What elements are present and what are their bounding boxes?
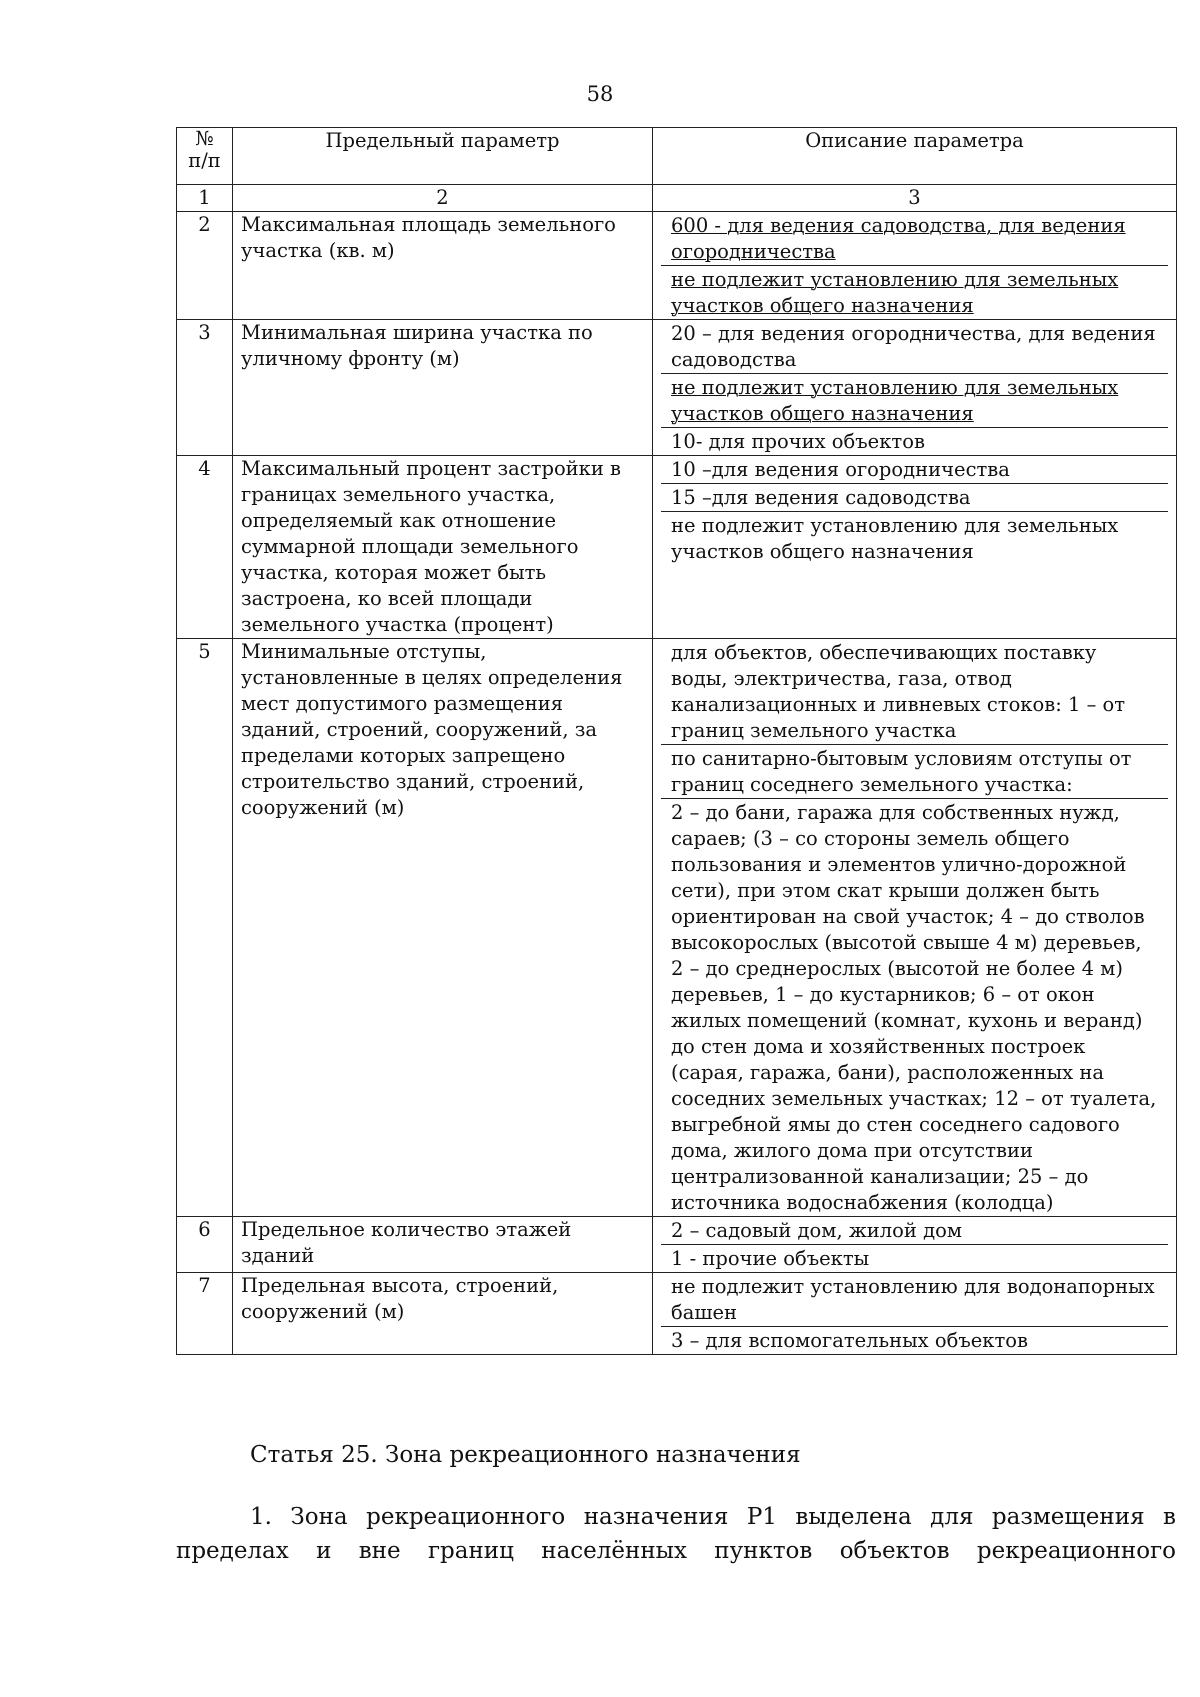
header-parameter: Предельный параметр [233, 128, 653, 185]
parameters-table [176, 127, 1177, 1355]
index-col-1: 1 [177, 185, 233, 212]
header-number: № п/п [177, 128, 233, 185]
description-segment: не подлежит установлению для земельных участков общего назначения [671, 514, 1119, 563]
description-segment: 20 – для ведения огородничества, для ведения садоводства [661, 320, 1168, 374]
description-segment: 15 –для ведения садоводства [661, 484, 1168, 512]
table-index-row [177, 185, 1177, 212]
table-row [177, 212, 1177, 320]
row-parameter: Максимальный процент застройки в границах земельного участка, определяемый как отношение суммарной площади земельного участка, которая может быть застроена, ко всей площади земельного участка (процент) [233, 456, 653, 639]
description-segment: 600 - для ведения садоводства, для ведения огородничества [661, 212, 1168, 266]
body-paragraph [176, 1500, 1176, 1568]
table-row [177, 639, 1177, 1217]
description-segment: не подлежит установлению для водонапорных башен [661, 1273, 1168, 1327]
row-parameter: Предельное количество этажей зданий [233, 1217, 653, 1273]
description-segment: 1 - прочие объекты [671, 1247, 870, 1270]
table-row [177, 1217, 1177, 1273]
row-parameter: Предельная высота, строений, сооружений (м) [233, 1273, 653, 1355]
page-number: 58 [586, 82, 614, 106]
row-description [653, 456, 1177, 639]
row-number: 5 [177, 639, 233, 1217]
index-col-3: 3 [653, 185, 1177, 212]
table-row [177, 1273, 1177, 1355]
row-number: 4 [177, 456, 233, 639]
table-row [177, 320, 1177, 456]
table-row [177, 456, 1177, 639]
row-number: 6 [177, 1217, 233, 1273]
description-segment: для объектов, обеспечивающих поставку воды, электричества, газа, отвод канализационных и ливневых стоков: 1 – от границ земельного участка [661, 639, 1168, 745]
table-header-row [177, 128, 1177, 185]
row-description [653, 1273, 1177, 1355]
description-segment: не подлежит установлению для земельных участков общего назначения [661, 374, 1168, 428]
row-parameter: Минимальная ширина участка по уличному фронту (м) [233, 320, 653, 456]
description-segment: 3 – для вспомогательных объектов [671, 1329, 1028, 1352]
header-description: Описание параметра [653, 128, 1177, 185]
row-description [653, 320, 1177, 456]
index-col-2: 2 [233, 185, 653, 212]
row-description [653, 639, 1177, 1217]
row-parameter: Минимальные отступы, установленные в целях определения мест допустимого размещения зданий, строений, сооружений, за пределами которых запрещено строительство зданий, строений, сооружений (м) [233, 639, 653, 1217]
row-number: 2 [177, 212, 233, 320]
description-segment: 2 – садовый дом, жилой дом [661, 1217, 1168, 1245]
description-segment: 10 –для ведения огородничества [661, 456, 1168, 484]
row-description [653, 212, 1177, 320]
row-description [653, 1217, 1177, 1273]
row-number: 7 [177, 1273, 233, 1355]
description-segment: не подлежит установлению для земельных участков общего назначения [671, 268, 1119, 317]
article-title: Статья 25. Зона рекреационного назначения [250, 1442, 801, 1468]
row-parameter: Максимальная площадь земельного участка (кв. м) [233, 212, 653, 320]
description-segment: 2 – до бани, гаража для собственных нужд, сараев; (3 – со стороны земель общего пользования и элементов улично-дорожной сети), при этом скат крыши должен быть ориентирован на свой участок; 4 – до стволов высокорослых (высотой свыше 4 м) деревьев, 2 – до среднерослых (высотой не более 4 м) деревьев, 1 – до кустарников; 6 – от окон жилых помещений (комнат, кухонь и веранд) до стен дома и хозяйственных построек (сарая, гаража, бани), расположенных на соседних земельных участках; 12 – от туалета, выгребной ямы до стен соседнего садового дома, жилого дома при отсутствии централизованной канализации; 25 – до источника водоснабжения (колодца) [671, 801, 1157, 1214]
row-number: 3 [177, 320, 233, 456]
paragraph-text: 1. Зона рекреационного назначения Р1 выделена для размещения в пределах и вне границ населённых пунктов объектов рекреационного [176, 1504, 1176, 1564]
description-segment: по санитарно-бытовым условиям отступы от границ соседнего земельного участка: [661, 745, 1168, 799]
description-segment: 10- для прочих объектов [671, 430, 925, 453]
